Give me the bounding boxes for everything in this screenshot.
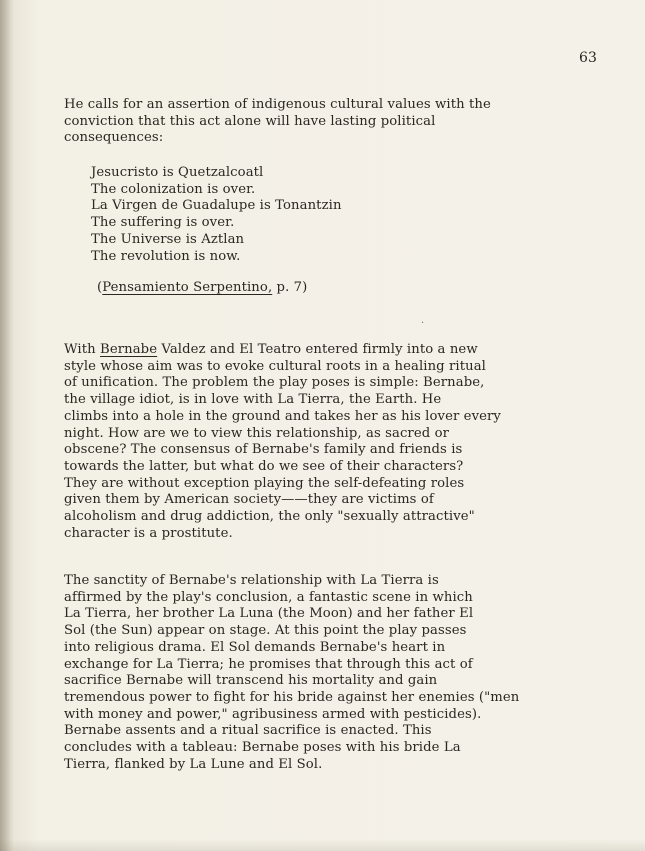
- paragraph-line: [64, 342, 501, 359]
- citation-title: Pensamiento Serpentino,: [102, 280, 273, 295]
- sanctity-paragraph: [64, 573, 519, 773]
- poem-line: The colonization is over.: [91, 181, 256, 197]
- paragraph-line: They are without exception playing the self-defeating roles: [64, 475, 465, 491]
- paragraph-line: exchange for La Tierra; he promises that through this act of: [64, 656, 473, 672]
- poem-block: [91, 165, 342, 265]
- line-prefix: With: [64, 342, 101, 357]
- paragraph-line: tremendous power to fight for his bride against her enemies ("men: [64, 689, 520, 705]
- poem-line: Jesucristo is Quetzalcoatl: [91, 165, 264, 180]
- paragraph-line: alcoholism and drug addiction, the only "sexually attractive": [64, 509, 475, 525]
- intro-paragraph: [64, 97, 491, 147]
- paragraph-line: with money and power," agribusiness armed with pesticides).: [64, 706, 482, 722]
- paragraph-line: sacrifice Bernabe will transcend his mortality and gain: [64, 673, 438, 689]
- poem-line: The revolution is now.: [91, 248, 241, 264]
- paragraph-line: affirmed by the play's conclusion, a fantastic scene in which: [64, 589, 473, 605]
- spine-shadow: [0, 0, 14, 851]
- intro-line: conviction that this act alone will have lasting political: [64, 113, 436, 129]
- paragraph-line: obscene? The consensus of Bernabe's family and friends is: [64, 442, 463, 458]
- paragraph-line: style whose aim was to evoke cultural roots in a healing ritual: [64, 358, 486, 374]
- poem-line: La Virgen de Guadalupe is Tonantzin: [91, 198, 342, 214]
- poem-citation: [97, 280, 307, 297]
- paragraph-line: Bernabe assents and a ritual sacrifice is enacted. This: [64, 723, 432, 739]
- paragraph-line: towards the latter, but what do we see of their characters?: [64, 458, 464, 474]
- intro-line: He calls for an assertion of indigenous cultural values with the: [64, 97, 491, 112]
- paragraph-line: concludes with a tableau: Bernabe poses with his bride La: [64, 740, 461, 756]
- paragraph-line: night. How are we to view this relationship, as sacred or: [64, 425, 450, 441]
- citation-open: (: [97, 280, 103, 295]
- poem-line: The suffering is over.: [91, 215, 235, 231]
- paragraph-line: character is a prostitute.: [64, 525, 233, 541]
- paragraph-line: Sol (the Sun) appear on stage. At this point the play passes: [64, 623, 467, 639]
- paragraph-line: given them by American society——they are victims of: [64, 492, 434, 508]
- paragraph-line: of unification. The problem the play poses is simple: Bernabe,: [64, 375, 485, 391]
- poem-line: The Universe is Aztlan: [91, 231, 245, 247]
- paragraph-line: La Tierra, her brother La Luna (the Moon) and her father El: [64, 606, 474, 622]
- paragraph-line: the village idiot, is in love with La Tierra, the Earth. He: [64, 392, 442, 408]
- page-bottom-edge: [0, 839, 645, 851]
- page-number: 63: [579, 50, 598, 66]
- play-title: Bernabe: [100, 342, 158, 357]
- citation-page: p. 7): [272, 280, 308, 295]
- paragraph-line: climbs into a hole in the ground and takes her as his lover every: [64, 408, 501, 424]
- intro-line: consequences:: [64, 130, 164, 146]
- paragraph-line: The sanctity of Bernabe's relationship with La Tierra is: [64, 573, 439, 588]
- paragraph-line: into religious drama. El Sol demands Bernabe's heart in: [64, 639, 446, 655]
- line-rest: Valdez and El Teatro entered firmly into a new: [157, 342, 478, 357]
- stray-mark: ·: [421, 318, 425, 329]
- paragraph-line: Tierra, flanked by La Lune and El Sol.: [64, 756, 323, 772]
- bernabe-paragraph: [64, 342, 501, 542]
